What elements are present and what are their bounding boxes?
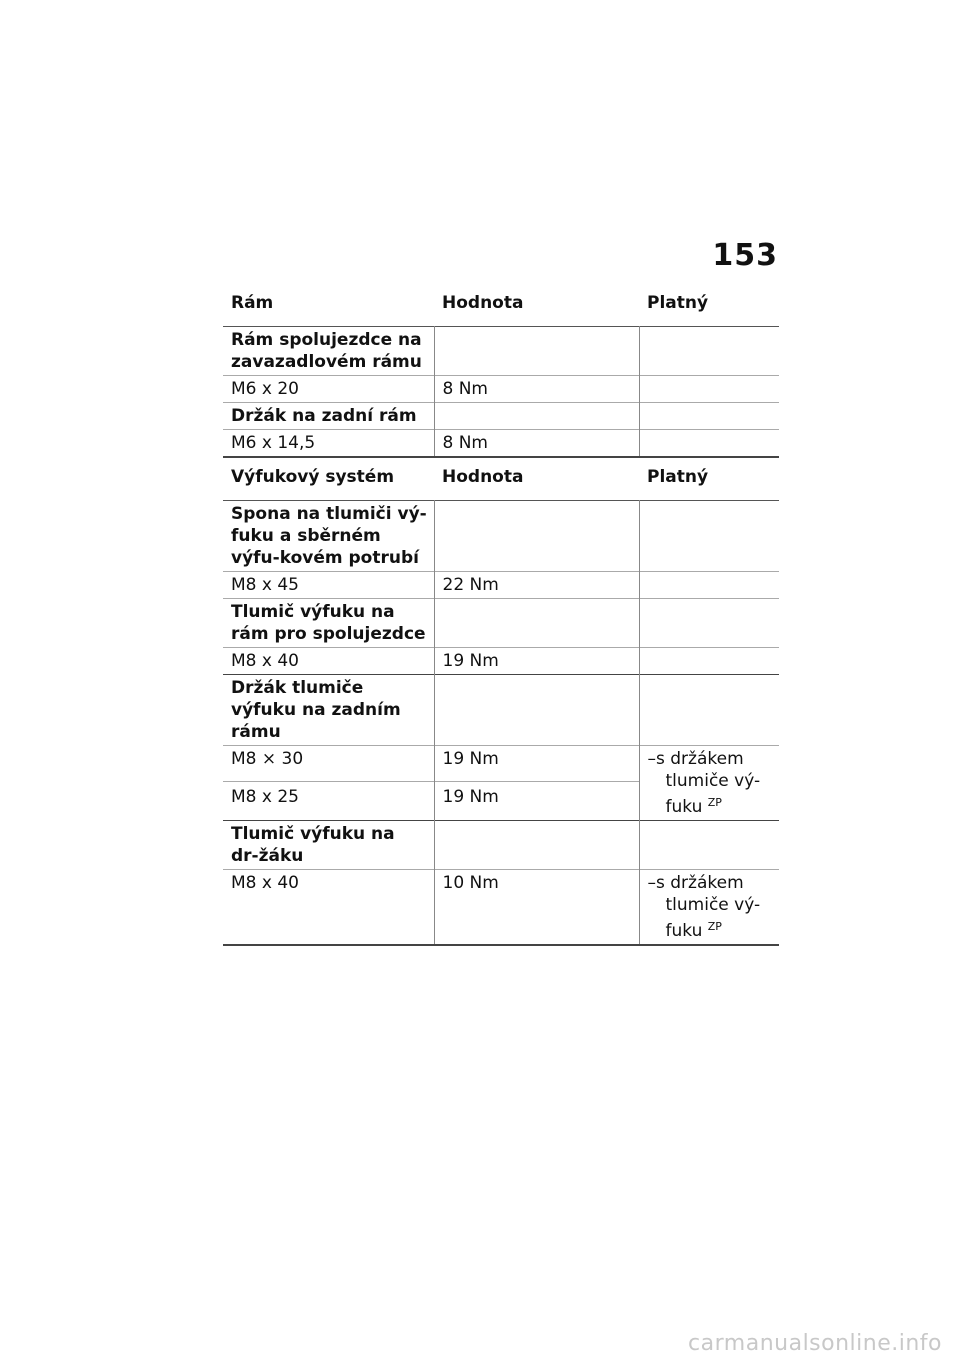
column-header: Platný [647,293,709,313]
column-header: Rám [231,293,274,313]
torque-value: 8 Nm [434,430,639,458]
bolt-size: M6 x 14,5 [231,433,316,453]
table-header-row [223,292,779,327]
validity-note [639,572,779,599]
torque-value: 10 Nm [434,870,639,946]
torque-value [434,327,639,376]
torque-value: 22 Nm [434,572,639,599]
table-row [223,821,779,870]
torque-value [434,821,639,870]
table-row [223,648,779,675]
bolt-size: M8 x 25 [231,787,299,808]
table-row [223,599,779,648]
column-header: Hodnota [442,293,524,313]
component-name: Držák na zadní rám [231,406,417,426]
bolt-size: M8 x 40 [231,873,299,893]
bolt-size: M6 x 20 [231,379,299,399]
validity-note [639,376,779,403]
component-name: Tlumič výfuku na rám pro spolujezdce [231,602,426,644]
bolt-size: M8 × 30 [231,749,304,769]
exhaust-torque-table [223,466,779,946]
validity-note [639,501,779,572]
validity-note [639,675,779,746]
page-number: 153 [712,238,778,273]
table-row [223,675,779,746]
bolt-size: M8 x 45 [231,575,299,595]
component-name: Tlumič výfuku na dr-žáku [231,824,395,866]
table-row [223,430,779,458]
bolt-size: M8 x 40 [231,651,299,671]
torque-value: 19 Nm [434,648,639,675]
validity-note [639,746,779,821]
table-row [223,501,779,572]
torque-value [434,501,639,572]
column-header: Hodnota [442,467,524,487]
validity-note [639,430,779,458]
frame-torque-table [223,292,779,458]
validity-note [639,403,779,430]
validity-note [639,870,779,946]
table-row [223,572,779,599]
torque-value [434,403,639,430]
table-row [223,327,779,376]
column-header: Platný [647,467,709,487]
torque-value: 19 Nm [434,782,639,821]
validity-note-text: –s držákem tlumiče vý-fuku [647,873,761,941]
validity-note-text: –s držákem tlumiče vý-fuku [647,749,761,817]
validity-note-superscript: ZP [707,796,722,809]
validity-note [639,599,779,648]
watermark: carmanualsonline.info [688,1331,942,1356]
validity-note [639,821,779,870]
table-row [223,870,779,946]
validity-note-superscript: ZP [707,920,722,933]
table-header-row [223,466,779,501]
validity-note [639,327,779,376]
component-name: Rám spolujezdce na zavazadlovém rámu [231,330,422,372]
component-name: Držák tlumiče výfuku na zadním rámu [231,678,401,742]
torque-value: 8 Nm [434,376,639,403]
table-row [223,376,779,403]
table-row [223,746,779,782]
validity-note [639,648,779,675]
table-row [223,403,779,430]
torque-value [434,599,639,648]
torque-value: 19 Nm [434,746,639,782]
torque-value [434,675,639,746]
component-name: Spona na tlumiči vý-fuku a sběrném výfu-kovém potrubí [231,504,427,568]
column-header: Výfukový systém [231,467,395,487]
